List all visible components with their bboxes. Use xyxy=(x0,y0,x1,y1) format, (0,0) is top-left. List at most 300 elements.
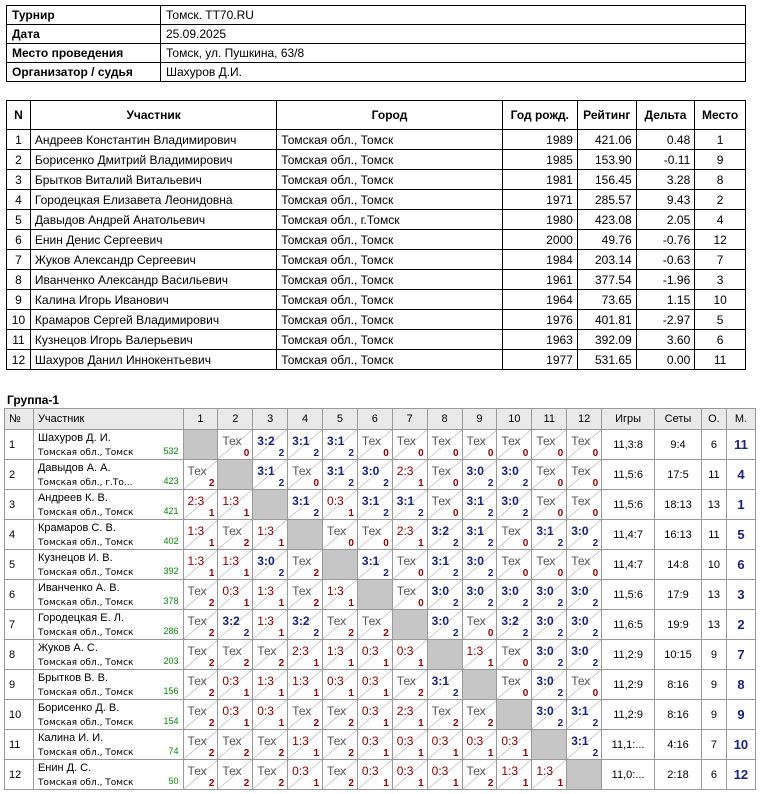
match-points: 2 xyxy=(592,658,599,669)
match-points: 2 xyxy=(243,538,250,549)
result-cell xyxy=(183,730,218,760)
player-city: Томская обл., Томск xyxy=(37,778,134,788)
player-city: Томская обл., Томск xyxy=(37,598,134,608)
participant-cell: 7 xyxy=(695,250,746,270)
participant-cell: 1981 xyxy=(502,170,577,190)
match-points: 2 xyxy=(208,688,215,699)
match-points: 1 xyxy=(383,748,389,759)
participant-cell: 203.14 xyxy=(577,250,636,270)
participant-cell: 10 xyxy=(7,310,31,330)
group-row xyxy=(5,550,756,580)
participant-cell: Томская обл., Томск xyxy=(277,350,502,370)
match-score: 3:1 xyxy=(257,464,275,478)
match-score: 3:1 xyxy=(571,734,589,748)
group-row xyxy=(5,490,756,520)
match-points: 0 xyxy=(557,568,564,579)
participant-cell: Томская обл., Томск xyxy=(277,270,502,290)
participant-cell: 2 xyxy=(695,190,746,210)
group-header-cell: М. xyxy=(726,409,755,430)
match-score: 3:0 xyxy=(536,584,554,598)
player-rating: 74 xyxy=(168,746,179,756)
participant-cell: 1984 xyxy=(502,250,577,270)
match-score: 1:3 xyxy=(466,644,484,658)
result-cell xyxy=(357,490,392,520)
result-cell xyxy=(288,550,323,580)
match-points: 0 xyxy=(418,568,424,579)
result-cell xyxy=(392,730,427,760)
sets-cell: 17:5 xyxy=(655,460,702,490)
result-cell xyxy=(253,460,288,490)
match-points: 2 xyxy=(592,538,599,549)
player-name: Борисенко Д. В. xyxy=(37,702,120,714)
participant-cell: 1 xyxy=(695,130,746,150)
match-score: Тех xyxy=(536,464,556,478)
match-points: 2 xyxy=(313,628,320,639)
match-points: 2 xyxy=(208,658,215,669)
info-value: Шахуров Д.И. xyxy=(161,63,746,82)
match-points: 0 xyxy=(557,478,564,489)
match-points: 1 xyxy=(418,538,424,549)
result-cell xyxy=(532,640,567,670)
match-points: 2 xyxy=(348,718,354,729)
match-score: Тех xyxy=(187,764,207,778)
player-name: Брытков В. В. xyxy=(37,672,109,684)
result-cell xyxy=(392,640,427,670)
player-cell xyxy=(33,490,183,520)
match-score: Тех xyxy=(431,494,451,508)
result-cell xyxy=(253,730,288,760)
self-cell xyxy=(288,520,323,550)
match-points: 2 xyxy=(208,598,215,609)
match-points: 1 xyxy=(418,748,424,759)
result-cell xyxy=(497,580,532,610)
match-score: Тех xyxy=(536,434,556,448)
match-score: 3:1 xyxy=(571,704,589,718)
games-cell: 11,5:6 xyxy=(602,490,655,520)
result-cell xyxy=(427,760,462,790)
match-score: 1:3 xyxy=(327,584,344,598)
match-score: 3:1 xyxy=(466,494,484,508)
match-score: 3:1 xyxy=(396,494,415,508)
match-points: 1 xyxy=(208,538,215,549)
match-score: 1:3 xyxy=(257,674,274,688)
match-points: 2 xyxy=(208,718,215,729)
result-cell xyxy=(218,580,253,610)
self-cell xyxy=(183,430,218,460)
match-score: 0:3 xyxy=(257,704,274,718)
result-cell xyxy=(497,670,532,700)
group-header-cell: Сеты xyxy=(655,409,702,430)
match-points: 1 xyxy=(383,658,389,669)
group-header-cell: 7 xyxy=(392,409,427,430)
group-header-cell: 11 xyxy=(532,409,567,430)
participant-cell: 5 xyxy=(695,310,746,330)
group-row xyxy=(5,670,756,700)
player-cell xyxy=(33,700,183,730)
participant-cell: 1964 xyxy=(502,290,577,310)
match-score: 3:2 xyxy=(222,614,240,628)
result-cell xyxy=(567,670,602,700)
place-cell: 5 xyxy=(726,520,755,550)
sets-cell: 17:9 xyxy=(655,580,702,610)
player-rating: 532 xyxy=(163,446,179,456)
match-points: 2 xyxy=(243,778,250,789)
match-points: 1 xyxy=(452,778,459,789)
match-points: 2 xyxy=(452,568,459,579)
match-points: 2 xyxy=(452,718,459,729)
match-score: Тех xyxy=(187,584,207,598)
games-cell: 11,0:... xyxy=(602,760,655,790)
group-header-cell: 8 xyxy=(427,409,462,430)
result-cell xyxy=(497,460,532,490)
match-score: 3:0 xyxy=(571,644,589,658)
participant-cell: Жуков Александр Сергеевич xyxy=(30,250,276,270)
result-cell xyxy=(497,430,532,460)
result-cell xyxy=(392,520,427,550)
info-value: 25.09.2025 xyxy=(161,25,746,44)
match-score: 3:0 xyxy=(536,674,554,688)
player-name: Енин Д. С. xyxy=(37,762,92,774)
group-row xyxy=(5,730,756,760)
participant-cell: 8 xyxy=(695,170,746,190)
match-points: 0 xyxy=(557,448,564,459)
games-cell: 11,5:6 xyxy=(602,460,655,490)
group-header-cell: 6 xyxy=(357,409,392,430)
result-cell xyxy=(462,550,497,580)
games-cell: 11,2:9 xyxy=(602,640,655,670)
result-cell xyxy=(183,580,218,610)
match-score: 2:3 xyxy=(396,524,414,538)
player-rating: 154 xyxy=(163,716,179,726)
row-number: 1 xyxy=(5,430,34,460)
participant-cell: Томская обл., Томск xyxy=(277,170,502,190)
match-points: 1 xyxy=(313,688,320,699)
match-points: 2 xyxy=(418,688,424,699)
result-cell xyxy=(323,520,358,550)
participant-cell: 8 xyxy=(7,270,31,290)
match-points: 2 xyxy=(418,508,424,519)
match-points: 1 xyxy=(348,688,354,699)
participant-cell: 1 xyxy=(7,130,31,150)
result-cell xyxy=(183,700,218,730)
match-score: Тех xyxy=(292,464,312,478)
participant-cell: 1963 xyxy=(502,330,577,350)
participant-row xyxy=(7,190,746,210)
result-cell xyxy=(288,760,323,790)
match-points: 2 xyxy=(452,688,459,699)
match-score: Тех xyxy=(222,434,242,448)
group-row xyxy=(5,610,756,640)
match-score: 3:2 xyxy=(257,434,275,448)
points-cell: 7 xyxy=(701,730,726,760)
match-points: 1 xyxy=(348,598,354,609)
participant-cell: Томская обл., Томск xyxy=(277,130,502,150)
participant-cell: 6 xyxy=(695,330,746,350)
participant-row xyxy=(7,150,746,170)
player-city: Томская обл., Томск xyxy=(37,658,134,668)
result-cell xyxy=(323,700,358,730)
match-points: 2 xyxy=(452,628,459,639)
match-points: 2 xyxy=(557,718,564,729)
self-cell xyxy=(392,610,427,640)
match-score: 2:3 xyxy=(396,704,414,718)
participant-cell: 285.57 xyxy=(577,190,636,210)
group-header-cell: 4 xyxy=(288,409,323,430)
match-points: 0 xyxy=(383,448,389,459)
sets-cell: 16:13 xyxy=(655,520,702,550)
participant-cell: 2 xyxy=(7,150,31,170)
player-city: Томская обл., Томск xyxy=(37,718,134,728)
match-points: 0 xyxy=(452,508,459,519)
participant-cell: 73.65 xyxy=(577,290,636,310)
match-points: 2 xyxy=(522,508,529,519)
match-score: Тех xyxy=(466,614,486,628)
match-score: Тех xyxy=(396,434,416,448)
match-score: Тех xyxy=(571,674,591,688)
match-points: 1 xyxy=(243,508,250,519)
match-score: Тех xyxy=(187,464,207,478)
player-rating: 156 xyxy=(163,686,179,696)
participant-cell: 3 xyxy=(695,270,746,290)
tournament-info-table xyxy=(6,5,746,82)
match-points: 2 xyxy=(243,658,250,669)
result-cell xyxy=(427,430,462,460)
match-score: 3:0 xyxy=(536,704,554,718)
participant-cell: 4 xyxy=(7,190,31,210)
match-score: Тех xyxy=(222,734,242,748)
group-header-cell: № xyxy=(5,409,34,430)
result-cell xyxy=(427,580,462,610)
result-cell xyxy=(288,430,323,460)
match-score: Тех xyxy=(501,554,521,568)
row-number: 8 xyxy=(5,640,34,670)
match-score: 0:3 xyxy=(361,644,379,658)
match-points: 2 xyxy=(278,778,285,789)
match-points: 1 xyxy=(243,568,250,579)
result-cell xyxy=(497,730,532,760)
participant-row xyxy=(7,310,746,330)
player-name: Шахуров Д. И. xyxy=(37,432,111,444)
participants-header-cell: Город xyxy=(277,101,502,130)
match-score: 3:1 xyxy=(292,494,310,508)
match-points: 0 xyxy=(592,688,599,699)
player-cell xyxy=(33,730,183,760)
result-cell xyxy=(392,580,427,610)
match-points: 0 xyxy=(592,508,599,519)
participant-cell: 5 xyxy=(7,210,31,230)
result-cell xyxy=(462,460,497,490)
participant-cell: 11 xyxy=(7,330,31,350)
participant-cell: 1971 xyxy=(502,190,577,210)
result-cell xyxy=(532,490,567,520)
player-city: Томская обл., Томск xyxy=(37,628,134,638)
match-score: 0:3 xyxy=(396,734,414,748)
result-cell xyxy=(183,760,218,790)
self-cell xyxy=(497,700,532,730)
player-city: Томская обл., г.То... xyxy=(37,478,133,488)
result-cell xyxy=(323,490,358,520)
match-points: 2 xyxy=(278,658,285,669)
match-score: Тех xyxy=(187,644,207,658)
match-points: 1 xyxy=(522,748,529,759)
points-cell: 13 xyxy=(701,610,726,640)
result-cell xyxy=(392,460,427,490)
match-points: 1 xyxy=(418,478,424,489)
match-score: 3:0 xyxy=(361,464,380,478)
match-score: Тех xyxy=(501,524,521,538)
match-score: Тех xyxy=(327,704,347,718)
player-name: Калина И. И. xyxy=(37,732,104,744)
player-rating: 378 xyxy=(163,596,179,606)
participant-cell: Борисенко Дмитрий Владимирович xyxy=(30,150,276,170)
result-cell xyxy=(427,460,462,490)
match-points: 2 xyxy=(487,538,494,549)
participant-row xyxy=(7,270,746,290)
match-score: 2:3 xyxy=(292,644,309,658)
match-score: 1:3 xyxy=(187,524,205,538)
participant-row xyxy=(7,250,746,270)
player-name: Городецкая Е. Л. xyxy=(37,612,125,624)
result-cell xyxy=(357,700,392,730)
games-cell: 11,3:8 xyxy=(602,430,655,460)
place-cell: 6 xyxy=(726,550,755,580)
match-score: Тех xyxy=(396,554,416,568)
result-cell xyxy=(253,430,288,460)
match-points: 2 xyxy=(348,478,354,489)
group-header-cell: 1 xyxy=(183,409,218,430)
result-cell xyxy=(288,730,323,760)
row-number: 6 xyxy=(5,580,34,610)
row-number: 9 xyxy=(5,670,34,700)
match-score: 3:0 xyxy=(501,494,519,508)
result-cell xyxy=(567,610,602,640)
match-points: 0 xyxy=(557,508,564,519)
result-cell xyxy=(357,460,392,490)
participant-cell: Томская обл., Томск xyxy=(277,250,502,270)
result-cell xyxy=(288,670,323,700)
match-score: 3:1 xyxy=(361,554,380,568)
result-cell xyxy=(357,670,392,700)
match-score: 0:3 xyxy=(292,764,309,778)
participant-cell: 421.06 xyxy=(577,130,636,150)
participants-header-cell: Дельта xyxy=(636,101,695,130)
result-cell xyxy=(427,730,462,760)
player-name: Давыдов А. А. xyxy=(37,462,111,474)
match-points: 1 xyxy=(278,688,285,699)
result-cell xyxy=(427,490,462,520)
participant-cell: Давыдов Андрей Анатольевич xyxy=(30,210,276,230)
match-score: Тех xyxy=(187,704,207,718)
match-score: 0:3 xyxy=(501,734,519,748)
match-points: 2 xyxy=(243,628,250,639)
player-rating: 203 xyxy=(163,656,179,666)
row-number: 5 xyxy=(5,550,34,580)
match-score: 1:3 xyxy=(327,644,344,658)
match-points: 1 xyxy=(383,718,389,729)
participants-header-row xyxy=(7,101,746,130)
match-score: 1:3 xyxy=(292,674,309,688)
match-score: Тех xyxy=(536,554,556,568)
result-cell xyxy=(462,700,497,730)
result-cell xyxy=(357,610,392,640)
sets-cell: 2:18 xyxy=(655,760,702,790)
participant-cell: 4 xyxy=(695,210,746,230)
match-score: Тех xyxy=(292,704,312,718)
participant-cell: Калина Игорь Иванович xyxy=(30,290,276,310)
result-cell xyxy=(183,640,218,670)
match-points: 1 xyxy=(208,508,215,519)
place-cell: 9 xyxy=(726,700,755,730)
group-header-cell: 3 xyxy=(253,409,288,430)
match-score: 0:3 xyxy=(431,734,449,748)
match-score: Тех xyxy=(222,524,242,538)
participant-cell: Томская обл., г.Томск xyxy=(277,210,502,230)
match-points: 0 xyxy=(383,538,389,549)
result-cell xyxy=(532,520,567,550)
match-points: 2 xyxy=(522,598,529,609)
match-score: Тех xyxy=(396,674,416,688)
match-score: 3:0 xyxy=(431,584,449,598)
result-cell xyxy=(497,760,532,790)
match-score: 3:2 xyxy=(431,524,449,538)
player-rating: 392 xyxy=(163,566,179,576)
match-score: 0:3 xyxy=(222,674,240,688)
participant-cell: 12 xyxy=(7,350,31,370)
result-cell xyxy=(183,610,218,640)
info-label: Организатор / судья xyxy=(7,63,161,82)
self-cell xyxy=(532,730,567,760)
sets-cell: 8:16 xyxy=(655,670,702,700)
result-cell xyxy=(532,460,567,490)
match-score: 3:1 xyxy=(327,464,345,478)
result-cell xyxy=(183,460,218,490)
info-label: Место проведения xyxy=(7,44,161,63)
participant-cell: Томская обл., Томск xyxy=(277,310,502,330)
result-cell xyxy=(218,550,253,580)
group-header-cell: 9 xyxy=(462,409,497,430)
match-score: Тех xyxy=(571,494,591,508)
match-score: 0:3 xyxy=(466,734,484,748)
player-name: Иванченко А. В. xyxy=(37,582,120,594)
participants-table xyxy=(6,100,746,370)
games-cell: 11,5:6 xyxy=(602,580,655,610)
player-rating: 402 xyxy=(163,536,179,546)
match-points: 2 xyxy=(557,688,564,699)
participant-cell: 11 xyxy=(695,350,746,370)
participant-cell: Шахуров Данил Иннокентьевич xyxy=(30,350,276,370)
result-cell xyxy=(427,700,462,730)
result-cell xyxy=(497,520,532,550)
result-cell xyxy=(532,700,567,730)
participant-cell: 9.43 xyxy=(636,190,695,210)
player-city: Томская обл., Томск xyxy=(37,538,134,548)
match-score: Тех xyxy=(292,554,312,568)
result-cell xyxy=(462,640,497,670)
sets-cell: 8:16 xyxy=(655,700,702,730)
match-points: 2 xyxy=(452,538,459,549)
result-cell xyxy=(462,760,497,790)
match-points: 2 xyxy=(592,628,599,639)
match-points: 1 xyxy=(487,658,494,669)
participant-cell: 423.08 xyxy=(577,210,636,230)
match-score: 0:3 xyxy=(396,764,414,778)
participants-header-cell: N xyxy=(7,101,31,130)
participant-cell: 49.76 xyxy=(577,230,636,250)
participant-cell: 1976 xyxy=(502,310,577,330)
result-cell xyxy=(392,550,427,580)
result-cell xyxy=(183,550,218,580)
result-cell xyxy=(183,490,218,520)
